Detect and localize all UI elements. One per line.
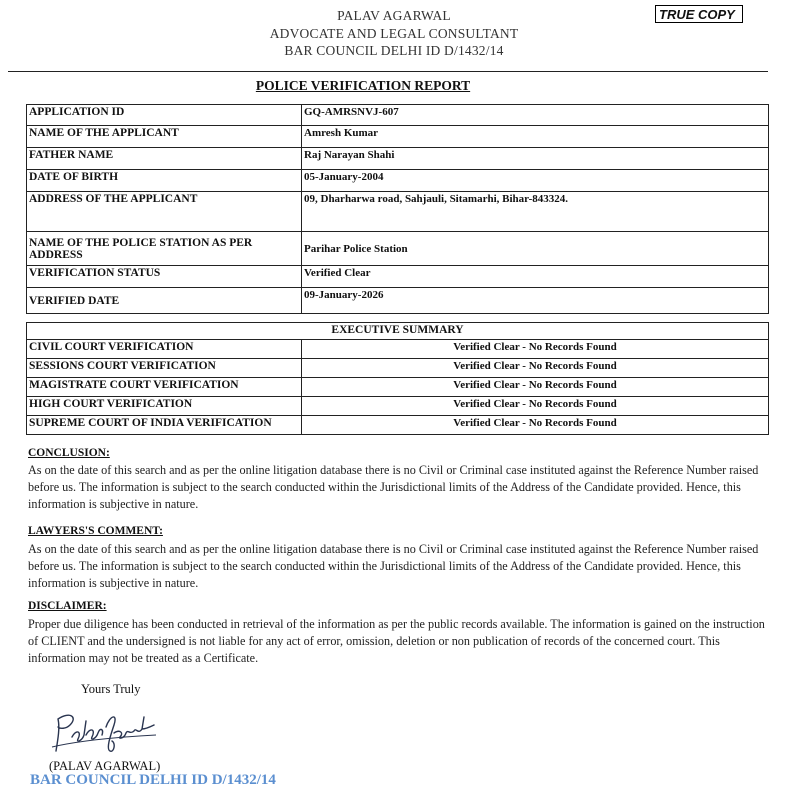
table-row [27, 232, 769, 266]
council-id: BAR COUNCIL DELHI ID D/1432/14 [284, 43, 504, 58]
lawyers-comment-heading: LAWYERS'S COMMENT: [28, 525, 163, 537]
executive-summary-table [26, 322, 769, 435]
table-row [27, 323, 769, 340]
table-row [27, 266, 769, 288]
executive-summary-heading: EXECUTIVE SUMMARY [27, 323, 769, 340]
detail-value: Parihar Police Station [302, 232, 769, 266]
applicant-details-table [26, 104, 769, 314]
table-row [27, 416, 769, 435]
detail-label: VERIFIED DATE [27, 288, 302, 314]
lawyers-comment-text: As on the date of this search and as per the online litigation database there is no Civil or Criminal case instituted against the Reference Number raised before us. The information is subject to the search conducted within the Jurisdictional limits of the Address of the Candidate provided. Hence, this information is subjective in nature. [28, 542, 759, 590]
detail-value: 05-January-2004 [302, 170, 769, 192]
table-row [27, 359, 769, 378]
detail-label: VERIFICATION STATUS [27, 266, 302, 288]
summary-label: SUPREME COURT OF INDIA VERIFICATION [27, 416, 302, 435]
summary-value: Verified Clear - No Records Found [302, 416, 769, 435]
summary-value: Verified Clear - No Records Found [302, 359, 769, 378]
detail-label: DATE OF BIRTH [27, 170, 302, 192]
advocate-name: PALAV AGARWAL [337, 8, 451, 23]
detail-value: Raj Narayan Shahi [302, 148, 769, 170]
handwritten-signature [48, 707, 163, 757]
footer-council-id: BAR COUNCIL DELHI ID D/1432/14 [30, 772, 276, 788]
detail-value: GQ-AMRSNVJ-607 [302, 105, 769, 126]
disclaimer-heading: DISCLAIMER: [28, 600, 107, 612]
table-row [27, 397, 769, 416]
table-row [27, 105, 769, 126]
true-copy-stamp: TRUE COPY [655, 5, 743, 23]
summary-label: SESSIONS COURT VERIFICATION [27, 359, 302, 378]
summary-value: Verified Clear - No Records Found [302, 378, 769, 397]
detail-label: ADDRESS OF THE APPLICANT [27, 192, 302, 232]
table-row [27, 192, 769, 232]
summary-value: Verified Clear - No Records Found [302, 397, 769, 416]
detail-label: FATHER NAME [27, 148, 302, 170]
disclaimer-text: Proper due diligence has been conducted in retrieval of the information as per the public records available. The information is gained on the instruction of CLIENT and the undersigned is not liable for any act of error, omission, deletion or non publication of records of the concerned court. This information may not be treated as a Certificate. [28, 617, 765, 665]
detail-value: 09, Dharharwa road, Sahjauli, Sitamarhi, Bihar-843324. [302, 192, 769, 232]
signatory-name: (PALAV AGARWAL) [49, 759, 161, 773]
detail-label: NAME OF THE POLICE STATION AS PER ADDRESS [27, 232, 302, 266]
table-row [27, 288, 769, 314]
report-title: POLICE VERIFICATION REPORT [255, 78, 471, 93]
detail-value: 09-January-2026 [302, 288, 769, 314]
conclusion-heading: CONCLUSION: [28, 447, 110, 459]
advocate-designation: ADVOCATE AND LEGAL CONSULTANT [269, 26, 519, 41]
detail-label: APPLICATION ID [27, 105, 302, 126]
header-divider [8, 71, 768, 72]
closing-text: Yours Truly [81, 682, 141, 696]
table-row [27, 148, 769, 170]
table-row [27, 340, 769, 359]
detail-label: NAME OF THE APPLICANT [27, 126, 302, 148]
detail-value: Amresh Kumar [302, 126, 769, 148]
conclusion-text: As on the date of this search and as per the online litigation database there is no Civil or Criminal case instituted against the Reference Number raised before us. The information is subject to the search conducted within the Jurisdictional limits of the Address of the Candidate provided. Hence, this information is subjective in nature. [28, 463, 759, 511]
summary-label: HIGH COURT VERIFICATION [27, 397, 302, 416]
summary-label: MAGISTRATE COURT VERIFICATION [27, 378, 302, 397]
summary-value: Verified Clear - No Records Found [302, 340, 769, 359]
table-row [27, 126, 769, 148]
detail-value: Verified Clear [302, 266, 769, 288]
summary-label: CIVIL COURT VERIFICATION [27, 340, 302, 359]
table-row [27, 170, 769, 192]
table-row [27, 378, 769, 397]
